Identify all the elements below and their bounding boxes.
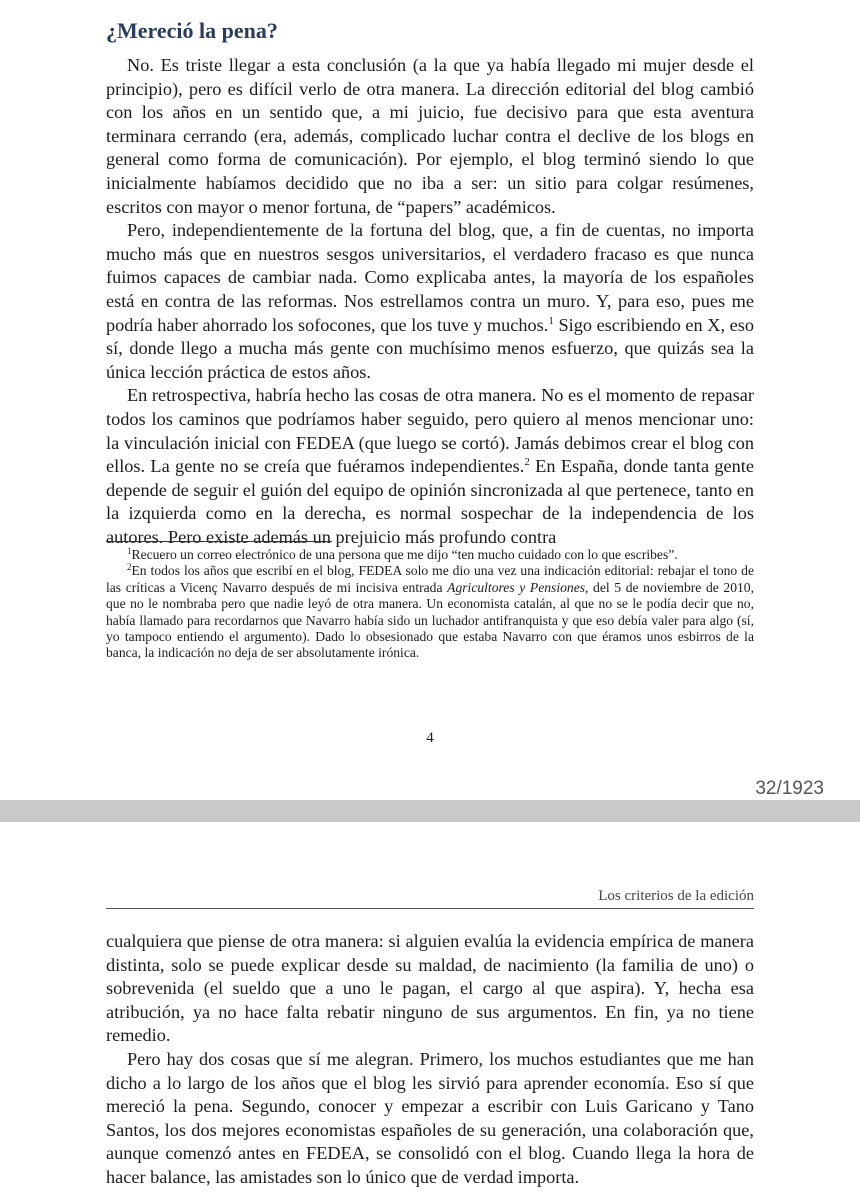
- footnote-1: [106, 547, 754, 563]
- page-counter: 32/1923: [755, 778, 824, 799]
- paragraph-2-part-b: Sigo escribiendo en X, eso sí, donde llego a mucha más gente con muchísimo menos esfuerzo, que quizás sea la única lección práctica de estos años.: [106, 314, 754, 382]
- paragraph-3-part-b: En España, donde tanta gente depende de seguir el guión del equipo de opinión sincronizada al que pertenece, tanto en la izquierda como en la derecha, es normal sospechar de la independencia de los autores. Pero existe además un prejuicio más profundo contra: [106, 456, 755, 547]
- paragraph-2-part-a: Pero, independientemente de la fortuna del blog, que, a fin de cuentas, no importa mucho más que en nuestros sesgos universitarios, el verdadero fracaso es que nunca fuimos capaces de cambiar nada. Como explicaba antes, la mayoría de los españoles está en contra de las reformas. Nos estrellamos contra un muro. Y, para eso, pues me podría haber ahorrado los sofocones, que los tuve y muchos.: [106, 220, 754, 335]
- footnote-ref-1[interactable]: 1: [548, 314, 554, 327]
- body-text-continued: [106, 930, 754, 1190]
- footnote-2: [106, 563, 754, 661]
- footnote-divider: [106, 541, 332, 542]
- page-separator: [0, 800, 860, 822]
- footnote-1-mark: 1: [127, 546, 132, 556]
- footnote-1-text: Recuero un correo electrónico de una persona que me dijo “ten mucho cuidado con lo que escribes”.: [131, 547, 678, 562]
- footnote-2-text-b: , del 5 de noviembre de 2010, que no le nombraba pero que nadie leyó de otra manera. Un economista catalán, al que no se le podía decir que no, había llamado para recordarnos que Navarro había sido un luchador antifranquista y que eso debía valer para algo (sí, yo tampoco entiendo el argumento). Dado lo obsesionado que estaba Navarro con que éramos unos esbirros de la banca, la indicación no deja de ser absolutamente irónica.: [106, 579, 754, 661]
- page-number: 4: [426, 730, 434, 746]
- footnote-ref-2[interactable]: 2: [524, 456, 530, 469]
- footnote-2-text-a: En todos los años que escribí en el blog, FEDEA solo me dio una vez una indicación editorial: rebajar el tono de las críticas a Vicenç Navarro después de mi incisiva entrada: [106, 563, 754, 595]
- footnote-2-mark: 2: [127, 562, 132, 573]
- document-page-bottom: [0, 822, 860, 1200]
- footnote-2-title: Agricultores y Pensiones: [447, 579, 586, 595]
- section-title: ¿Mereció la pena?: [106, 18, 278, 43]
- paragraph-2: [106, 219, 754, 384]
- paragraph-3: [106, 384, 754, 549]
- running-head: Los criterios de la edición: [598, 888, 754, 904]
- footnotes: [106, 547, 754, 662]
- body-text: [106, 54, 754, 549]
- header-rule: [106, 908, 754, 909]
- paragraph-3-part-a: En retrospectiva, habría hecho las cosas de otra manera. No es el momento de repasar todos los caminos que podríamos haber seguido, pero quiero al menos mencionar uno: la vinculación inicial con FEDEA (que luego se cortó). Jamás debimos crear el blog con ellos. La gente no se creía que fuéramos independientes.: [106, 385, 754, 477]
- paragraph-final: Pero hay dos cosas que sí me alegran. Primero, los muchos estudiantes que me han dicho a lo largo de los años que el blog les sirvió para aprender economía. Eso sí que mereció la pena. Segundo, conocer y empezar a escribir con Luis Garicano y Tano Santos, los dos mejores economistas españoles de su generación, una colaboración que, aunque comenzó antes en FEDEA, se consolidó con el blog. Cuando llega la hora de hacer balance, las amistades son lo único que de verdad importa.: [106, 1048, 754, 1187]
- paragraph-continued: cualquiera que piense de otra manera: si alguien evalúa la evidencia empírica de manera distinta, solo se puede explicar desde su maldad, de nacimiento (la familia de uno) o sobrevenida (el sueldo que a uno le pagan, el cargo al que aspira). Y, hecha esa atribución, ya no hace falta rebatir ninguno de sus argumentos. En fin, ya no tiene remedio.: [106, 931, 754, 1046]
- paragraph-1: No. Es triste llegar a esta conclusión (a la que ya había llegado mi mujer desde el principio), pero es difícil verlo de otra manera. La dirección editorial del blog cambió con los años en un sentido que, a mi juicio, fue decisivo para que esta aventura terminara cerrando (era, además, complicado luchar contra el declive de los blogs en general como forma de comunicación). Por ejemplo, el blog terminó siendo lo que inicialmente habíamos decidido que no iba a ser: un sitio para colgar resúmenes, escritos con mayor o menor fortuna, de “papers” académicos.: [106, 55, 754, 217]
